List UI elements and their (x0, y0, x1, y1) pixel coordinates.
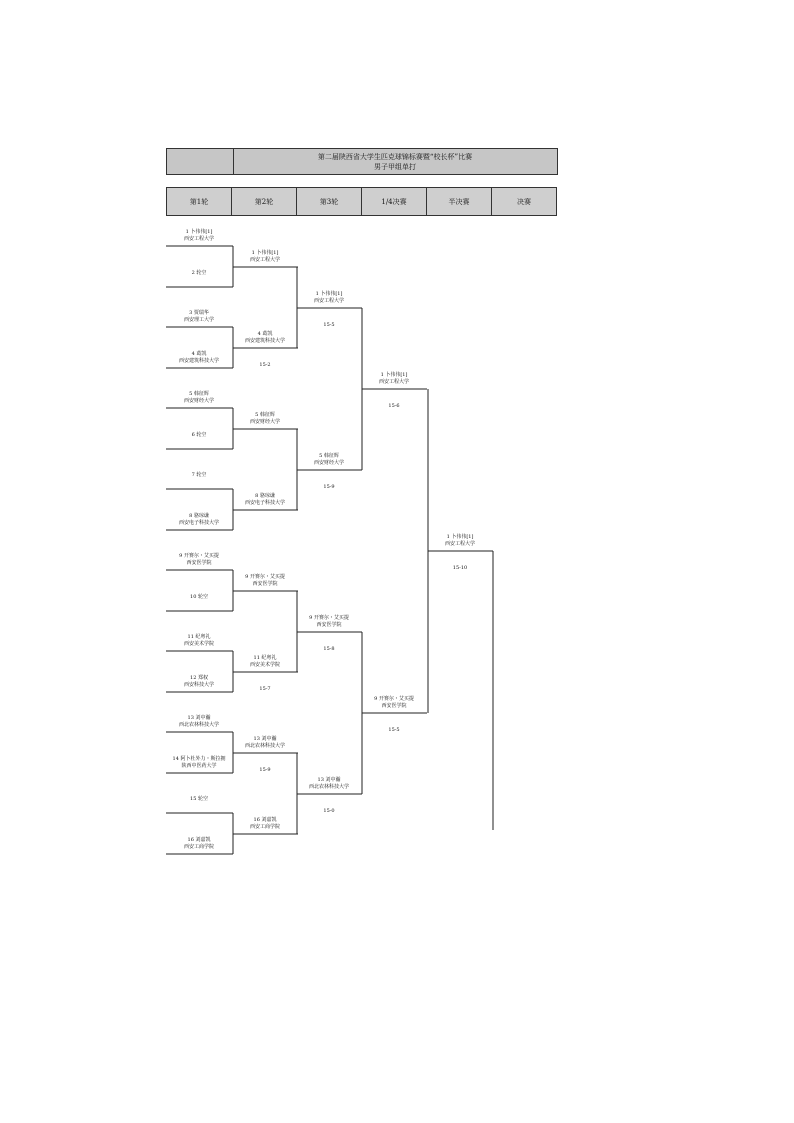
round1-entry-13 (179, 715, 219, 729)
round1-entry-1 (184, 229, 214, 243)
round3-score-2: 15-9 (323, 484, 335, 490)
round1-entry-2 (192, 270, 207, 277)
quarterfinal-entry-2-school: 西安医学院 (381, 703, 407, 709)
round3-entry-2 (314, 453, 344, 467)
round3-entry-1-name: 1 卜伟伟[1] (315, 291, 343, 297)
quarterfinal-entry-2 (374, 696, 414, 710)
round3-score-1: 15-5 (323, 322, 335, 328)
round1-entry-8-school: 西安电子科技大学 (178, 520, 220, 526)
round2-entry-7 (245, 736, 285, 750)
round2-score-2: 15-2 (259, 362, 271, 368)
quarterfinal-entry-1-name: 1 卜伟伟[1] (380, 372, 408, 378)
round3-entry-2-name: 5 韩征辉 (319, 453, 339, 459)
round2-entry-4-school: 西安电子科技大学 (244, 500, 286, 506)
round1-entry-12 (184, 675, 214, 689)
round2-entry-4-name: 8 骆琼谦 (255, 493, 275, 499)
round1-entry-16-name: 16 刘嘉凯 (187, 837, 211, 843)
round2-entry-7-name: 13 刘中瀚 (253, 736, 277, 742)
page-title: 第二届陕西省大学生匹克球锦标赛暨“校长杯”比赛 (317, 153, 473, 161)
round-header-2: 第2轮 (232, 188, 297, 215)
round3-entry-4-school: 西北农林科技大学 (308, 784, 350, 790)
round1-entry-12-name: 12 郑权 (190, 675, 208, 681)
round1-entry-13-name: 13 刘中瀚 (187, 715, 211, 721)
round1-entry-7-name: 7 轮空 (191, 472, 207, 478)
round2-entry-1-school: 西安工程大学 (249, 257, 281, 263)
round1-entry-15 (190, 796, 208, 803)
round2-entry-8 (250, 817, 280, 831)
round-header-3: 第3轮 (297, 188, 362, 215)
semifinal-entry-1-name: 1 卜伟伟[1] (446, 534, 474, 540)
round3-entry-4 (309, 777, 349, 791)
round1-entry-4-name: 4 葛凯 (191, 351, 207, 357)
round1-entry-4-school: 西安建筑科技大学 (178, 358, 220, 364)
round2-entry-2-school: 西安建筑科技大学 (244, 338, 286, 344)
round2-entry-8-name: 16 刘嘉凯 (253, 817, 277, 823)
round1-entry-11-name: 11 纪粤礼 (187, 634, 211, 640)
round1-entry-6 (192, 432, 207, 439)
round1-entry-11 (184, 634, 214, 648)
round1-entry-2-name: 2 轮空 (191, 270, 207, 276)
round1-entry-9-name: 9 开赛尔・艾买提 (179, 553, 219, 559)
semifinal-score-1: 15-10 (452, 565, 468, 571)
round2-entry-5 (245, 574, 285, 588)
round3-entry-2-school: 西安财经大学 (313, 460, 345, 466)
quarterfinal-entry-1 (379, 372, 409, 386)
round1-entry-16 (184, 837, 214, 851)
round1-entry-6-name: 6 轮空 (191, 432, 207, 438)
round2-entry-5-school: 西安医学院 (252, 581, 278, 587)
round3-entry-3-school: 西安医学院 (316, 622, 342, 628)
round2-entry-3 (250, 412, 280, 426)
semifinal-entry-1-school: 西安工程大学 (444, 541, 476, 547)
round1-entry-4 (179, 351, 219, 365)
round1-entry-3-name: 3 贾瑞华 (189, 310, 209, 316)
quarterfinal-entry-1-school: 西安工程大学 (378, 379, 410, 385)
round1-entry-3 (184, 310, 214, 324)
round2-entry-6 (250, 655, 280, 669)
page-subtitle: 男子甲组单打 (374, 163, 416, 171)
round1-entry-10 (190, 594, 208, 601)
round3-entry-1-school: 西安工程大学 (313, 298, 345, 304)
round2-entry-2-name: 4 葛凯 (257, 331, 273, 337)
round2-entry-7-school: 西北农林科技大学 (244, 743, 286, 749)
round1-entry-14-school: 陕西中医药大学 (181, 763, 217, 769)
round1-entry-15-name: 15 轮空 (190, 796, 208, 802)
round1-entry-9-school: 西安医学院 (186, 560, 212, 566)
round2-entry-5-name: 9 开赛尔・艾买提 (245, 574, 285, 580)
round-header-1: 第1轮 (167, 188, 232, 215)
round1-entry-8-name: 8 骆琼谦 (189, 513, 209, 519)
round2-entry-6-name: 11 纪粤礼 (253, 655, 277, 661)
round2-entry-4 (245, 493, 285, 507)
round1-entry-1-school: 西安工程大学 (183, 236, 215, 242)
round3-entry-1 (314, 291, 344, 305)
quarterfinal-entry-2-name: 9 开赛尔・艾买提 (374, 696, 414, 702)
round1-entry-14-name: 14 阿卜杜外力・斯拉拥 (172, 756, 226, 762)
round2-entry-8-school: 西安工商学院 (249, 824, 281, 830)
round3-entry-3-name: 9 开赛尔・艾买提 (309, 615, 349, 621)
quarterfinal-score-1: 15-6 (388, 403, 400, 409)
round1-entry-1-name: 1 卜伟伟[1] (185, 229, 213, 235)
round1-entry-16-school: 西安工商学院 (183, 844, 215, 850)
round3-entry-3 (309, 615, 349, 629)
round3-score-3: 15-8 (323, 646, 335, 652)
round1-entry-7 (192, 472, 207, 479)
round2-entry-2 (245, 331, 285, 345)
round-header-quarterfinal: 1/4决赛 (362, 188, 427, 215)
round-header-semifinal: 半决赛 (427, 188, 492, 215)
round2-entry-1-name: 1 卜伟伟[1] (251, 250, 279, 256)
round2-score-6: 15-7 (259, 686, 271, 692)
round2-entry-3-name: 5 韩征辉 (255, 412, 275, 418)
round2-score-7: 15-9 (259, 767, 271, 773)
round3-score-4: 15-0 (323, 808, 335, 814)
quarterfinal-score-2: 15-5 (388, 727, 400, 733)
round2-entry-6-school: 西安美术学院 (249, 662, 281, 668)
round1-entry-12-school: 西安科技大学 (183, 682, 215, 688)
round1-entry-13-school: 西北农林科技大学 (178, 722, 220, 728)
round1-entry-14 (173, 756, 226, 770)
round2-entry-1 (250, 250, 280, 264)
round1-entry-8 (179, 513, 219, 527)
round3-entry-4-name: 13 刘中瀚 (317, 777, 341, 783)
round2-entry-3-school: 西安财经大学 (249, 419, 281, 425)
round1-entry-10-name: 10 轮空 (190, 594, 208, 600)
round1-entry-11-school: 西安美术学院 (183, 641, 215, 647)
round1-entry-5-name: 5 韩征辉 (189, 391, 209, 397)
round1-entry-3-school: 西安理工大学 (183, 317, 215, 323)
round1-entry-9 (179, 553, 219, 567)
semifinal-entry-1 (445, 534, 475, 548)
round-header-final: 决赛 (492, 188, 557, 215)
round1-entry-5 (184, 391, 214, 405)
round1-entry-5-school: 西安财经大学 (183, 398, 215, 404)
